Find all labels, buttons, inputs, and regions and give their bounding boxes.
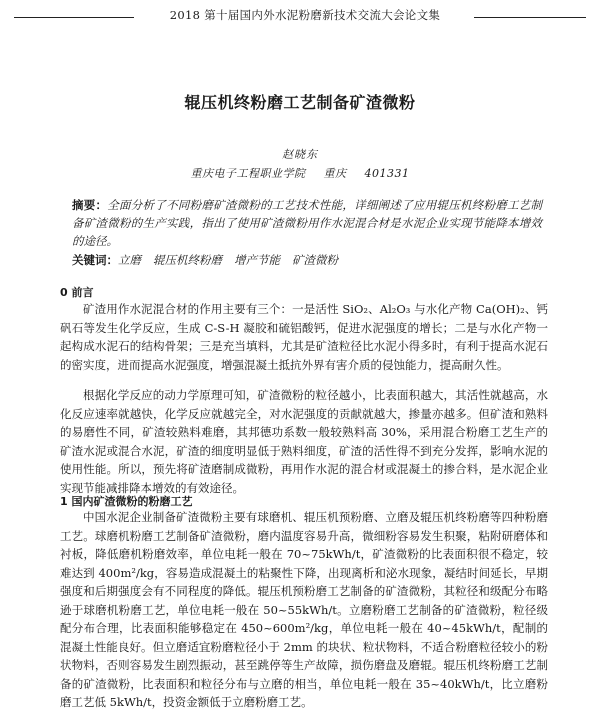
keywords — [72, 251, 542, 269]
affiliation: 重庆电子工程职业学院 — [190, 167, 306, 180]
postcode: 401331 — [364, 167, 410, 180]
body-paragraph: 矿渣用作水泥混合材的作用主要有三个：一是活性 SiO₂、Al₂O₃ 与水化产物 Ca(OH)₂、钙矾石等发生化学反应，生成 C-S-H 凝胶和硫铝酸钙，促进水泥强度的增长；二是与水化产物一起构成水泥石的结构骨架；三是充当填料，尤其是矿渣粒径比水泥小得多时，有利于提高水泥石的密实度，进而提高水泥强度，增强混凝土抵抗外界有害介质的侵蚀能力，提高耐久性。 — [60, 302, 548, 372]
section-heading: 0 前言 — [60, 286, 94, 299]
running-title: 2018 第十届国内外水泥粉磨新技术交流大会论文集 — [169, 8, 441, 22]
running-header — [14, 7, 586, 25]
section-heading: 1 国内矿渣微粉的粉磨工艺 — [60, 495, 193, 508]
header-rule-left — [14, 17, 134, 18]
keyword: 增产节能 — [234, 253, 280, 267]
body-paragraph: 根据化学反应的动力学原理可知，矿渣微粉的粒径越小，比表面积越大，其活性就越高，水化反应速率就越快，化学反应就越完全，对水泥强度的贡献就越大，掺量亦越多。但矿渣和熟料的易磨性不同，矿渣较熟料难磨，其邦德功系数一般较熟料高 30%，采用混合粉磨工艺生产的矿渣水泥或混合水泥，矿渣的细度明显低于熟料细度，矿渣的活性得不到充分发挥，影响水泥的使用性能。所以，预先将矿渣磨制成微粉，再用作水泥的混合材或混凝土的掺合料，是水泥企业实现节能减排降本增效的有效途径。 — [60, 388, 548, 495]
abstract — [72, 196, 542, 250]
keyword: 辊压机终粉磨 — [153, 253, 222, 267]
keyword: 立磨 — [118, 253, 141, 267]
keywords-label: 关键词： — [72, 253, 118, 267]
body-paragraph: 中国水泥企业制备矿渣微粉主要有球磨机、辊压机预粉磨、立磨及辊压机终粉磨等四种粉磨工艺。球磨机粉磨工艺制备矿渣微粉，磨内温度容易升高，微细粉容易发生积聚，粘附研磨体和衬板，降低磨机粉磨效率，单位电耗一般在 70~75kWh/t，矿渣微粉的比表面积很不稳定，较难达到 400m²/kg，容易造成混凝土的粘聚性下降，出现离析和泌水现象，凝结时间延长，早期强度和后期强度会有不同程度的降低。辊压机预粉磨工艺制备的矿渣微粉，其粒径和级配分布略逊于球磨机粉磨工艺，单位电耗一般在 50~55kWh/t。立磨粉磨工艺制备的矿渣微粉，粒径级配分布合理，比表面积能够稳定在 450~600m²/kg，单位电耗一般在 40~45kWh/t，配制的混凝土性能良好。但立磨适宜粉磨粒径小于 2mm 的块状、粒状物料，不适合粉磨粒径较小的粉状物料，否则容易发生剧烈振动，甚至跳停等生产故障，损伤磨盘及磨辊。辊压机终粉磨工艺制备的矿渣微粉，比表面积和粒径分布与立磨的相当，单位电耗一般在 35~40kWh/t，比立磨粉磨工艺低 5kWh/t，投资金额低于立磨粉磨工艺。 — [60, 510, 548, 709]
paper-title: 辊压机终粉磨工艺制备矿渣微粉 — [184, 93, 416, 112]
abstract-label: 摘要： — [72, 198, 108, 212]
header-rule-right — [474, 17, 586, 18]
author-name: 赵晓东 — [282, 148, 318, 161]
affiliation-line — [0, 165, 600, 181]
city: 重庆 — [323, 167, 347, 180]
abstract-text: 全面分析了不同粉磨矿渣微粉的工艺技术性能，详细阐述了应用辊压机终粉磨工艺制备矿渣微粉的生产实践，指出了使用矿渣微粉用作水泥混合材是水泥企业实现节能降本增效的途径。 — [72, 198, 543, 248]
keyword: 矿渣微粉 — [292, 253, 338, 267]
